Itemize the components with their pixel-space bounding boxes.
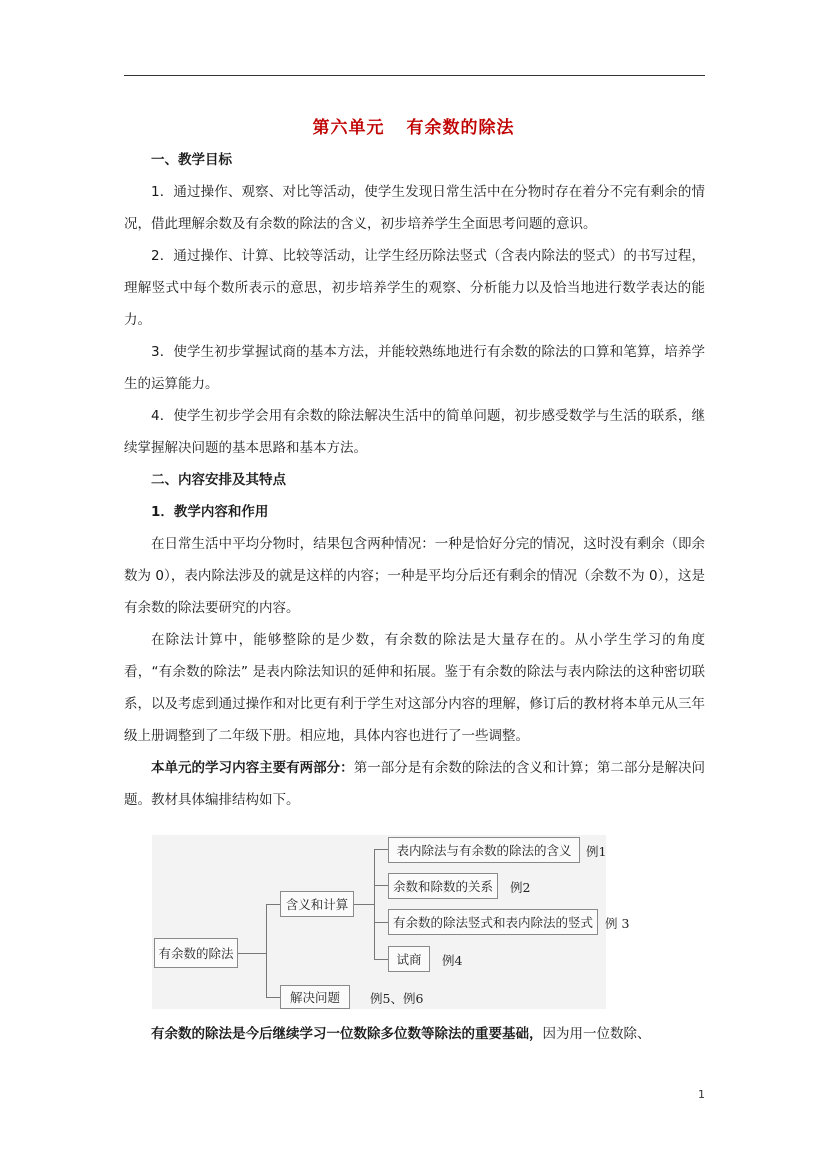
page-number: 1 (698, 1088, 705, 1101)
header-rule (124, 75, 705, 76)
paragraph-3-rest: 第一部分是有余数的除法的含义和计算；第二部分是解决问题。教材具体编排结构如下。 (124, 760, 705, 808)
structure-diagram (152, 835, 630, 1009)
goal-2: 2．通过操作、计算、比较等活动，让学生经历除法竖式（含表内除法的竖式）的书写过程，理解竖式中每个数所表示的意思，初步培养学生的观察、分析能力以及恰当地进行数学表达的能力。 (124, 248, 705, 328)
paragraph-2: 在除法计算中，能够整除的是少数，有余数的除法是大量存在的。从小学生学习的角度看，“有余数的除法” 是表内除法知识的延伸和拓展。鉴于有余数的除法与表内除法的这种密切联系，以及考虑到通过操作和对比更有利于学生对这部分内容的理解，修订后的教材将本单元从三年级上册调整到了二年级下册。相应地，具体内容也进行了一些调整。 (124, 632, 705, 744)
diagram-root: 有余数的除法 (154, 938, 238, 968)
goal-4: 4．使学生初步学会用有余数的除法解决生活中的简单问题，初步感受数学与生活的联系，继续掌握解决问题的基本思路和基本方法。 (124, 408, 705, 456)
diagram-leaf-2-note: 例2 (510, 880, 531, 895)
diagram-branch-problems: 解决问题 (280, 985, 350, 1009)
leaf4-connector (374, 959, 388, 960)
goal-3: 3．使学生初步掌握试商的基本方法，并能较熟练地进行有余数的除法的口算和笔算，培养学生的运算能力。 (124, 344, 705, 392)
branch1-out (354, 904, 374, 905)
leaf2-connector (374, 885, 388, 886)
title-unit: 第六单元 (312, 118, 385, 138)
root-connector (238, 953, 266, 954)
section-heading-content: 二、内容安排及其特点 (151, 472, 286, 488)
branch2-connector (266, 997, 280, 998)
diagram-leaf-1: 表内除法与有余数的除法的含义 (388, 837, 580, 863)
diagram-leaf-3-note: 例 3 (605, 916, 630, 931)
diagram-leaf-4: 试商 (388, 946, 430, 972)
diagram-branch-problems-note: 例5、例6 (370, 991, 424, 1006)
diagram-leaf-3: 有余数的除法竖式和表内除法的竖式 (388, 909, 598, 935)
closing-rest: 因为用一位数除、 (542, 1026, 651, 1042)
closing-paragraph (124, 1018, 724, 1050)
goal-1: 1．通过操作、观察、对比等活动，使学生发现日常生活中在分物时存在着分不完有剩余的情况，借此理解余数及有余数的除法的含义，初步培养学生全面思考问题的意识。 (124, 184, 705, 232)
closing-bold: 有余数的除法是今后继续学习一位数除多位数等除法的重要基础， (151, 1026, 543, 1042)
paragraph-3-bold: 本单元的学习内容主要有两部分： (151, 760, 354, 776)
branch1-connector (266, 904, 280, 905)
section-heading-goals: 一、教学目标 (151, 152, 232, 168)
subsection-heading: 1．教学内容和作用 (151, 504, 269, 520)
page-title (0, 113, 827, 138)
diagram-branch-meaning: 含义和计算 (280, 891, 354, 917)
leaf-trunk (374, 849, 375, 959)
paragraph-3 (124, 752, 705, 816)
title-topic: 有余数的除法 (406, 118, 515, 138)
diagram-leaf-2: 余数和除数的关系 (388, 873, 498, 899)
leaf3-connector (374, 922, 388, 923)
diagram-leaf-1-note: 例1 (586, 844, 607, 859)
leaf1-connector (374, 849, 388, 850)
diagram-leaf-4-note: 例4 (442, 953, 463, 968)
trunk-line (266, 904, 267, 997)
paragraph-1: 在日常生活中平均分物时，结果包含两种情况：一种是恰好分完的情况，这时没有剩余（即余数为 0），表内除法涉及的就是这样的内容；一种是平均分后还有剩余的情况（余数不为 0），这是有余数的除法要研究的内容。 (124, 536, 705, 616)
body-text (124, 144, 705, 816)
